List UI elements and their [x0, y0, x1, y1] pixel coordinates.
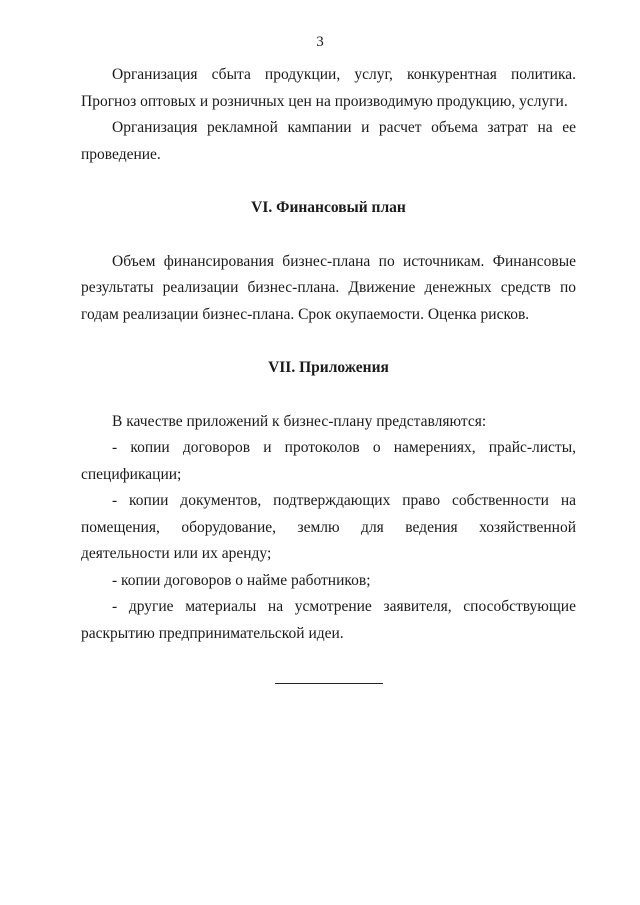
list-item-employment-contracts: - копии договоров о найме работников; — [112, 571, 371, 589]
end-of-document-rule — [275, 683, 383, 684]
paragraph-advertising-campaign: Организация рекламной кампании и расчет объема затрат на ее проведение. — [81, 119, 576, 163]
section-heading-appendices: VII. Приложения — [268, 359, 389, 376]
paragraph-appendices-intro: В качестве приложений к бизнес-плану представляются: — [112, 412, 487, 430]
paragraph-financing-volume: Объем финансирования бизнес-плана по источникам. Финансовые результаты реализации бизнес-плана. Движение денежных средств по годам реализации бизнес-плана. Срок окупаемости. Оценка рисков. — [81, 252, 576, 323]
list-item-other-materials: - другие материалы на усмотрение заявителя, способствующие раскрытию предпринимательской идеи. — [81, 598, 576, 642]
list-item-contracts-copies: - копии договоров и протоколов о намерениях, прайс-листы, спецификации; — [81, 439, 576, 483]
document-body — [81, 62, 576, 684]
page-number: 3 — [316, 34, 324, 50]
section-heading-financial-plan: VI. Финансовый план — [251, 199, 406, 216]
list-item-ownership-documents: - копии документов, подтверждающих право собственности на помещения, оборудование, землю для ведения хозяйственной деятельности или их аренду; — [81, 492, 576, 562]
paragraph-sales-organization: Организация сбыта продукции, услуг, конкурентная политика. Прогноз оптовых и розничных цен на производимую продукцию, услуги. — [81, 66, 576, 110]
